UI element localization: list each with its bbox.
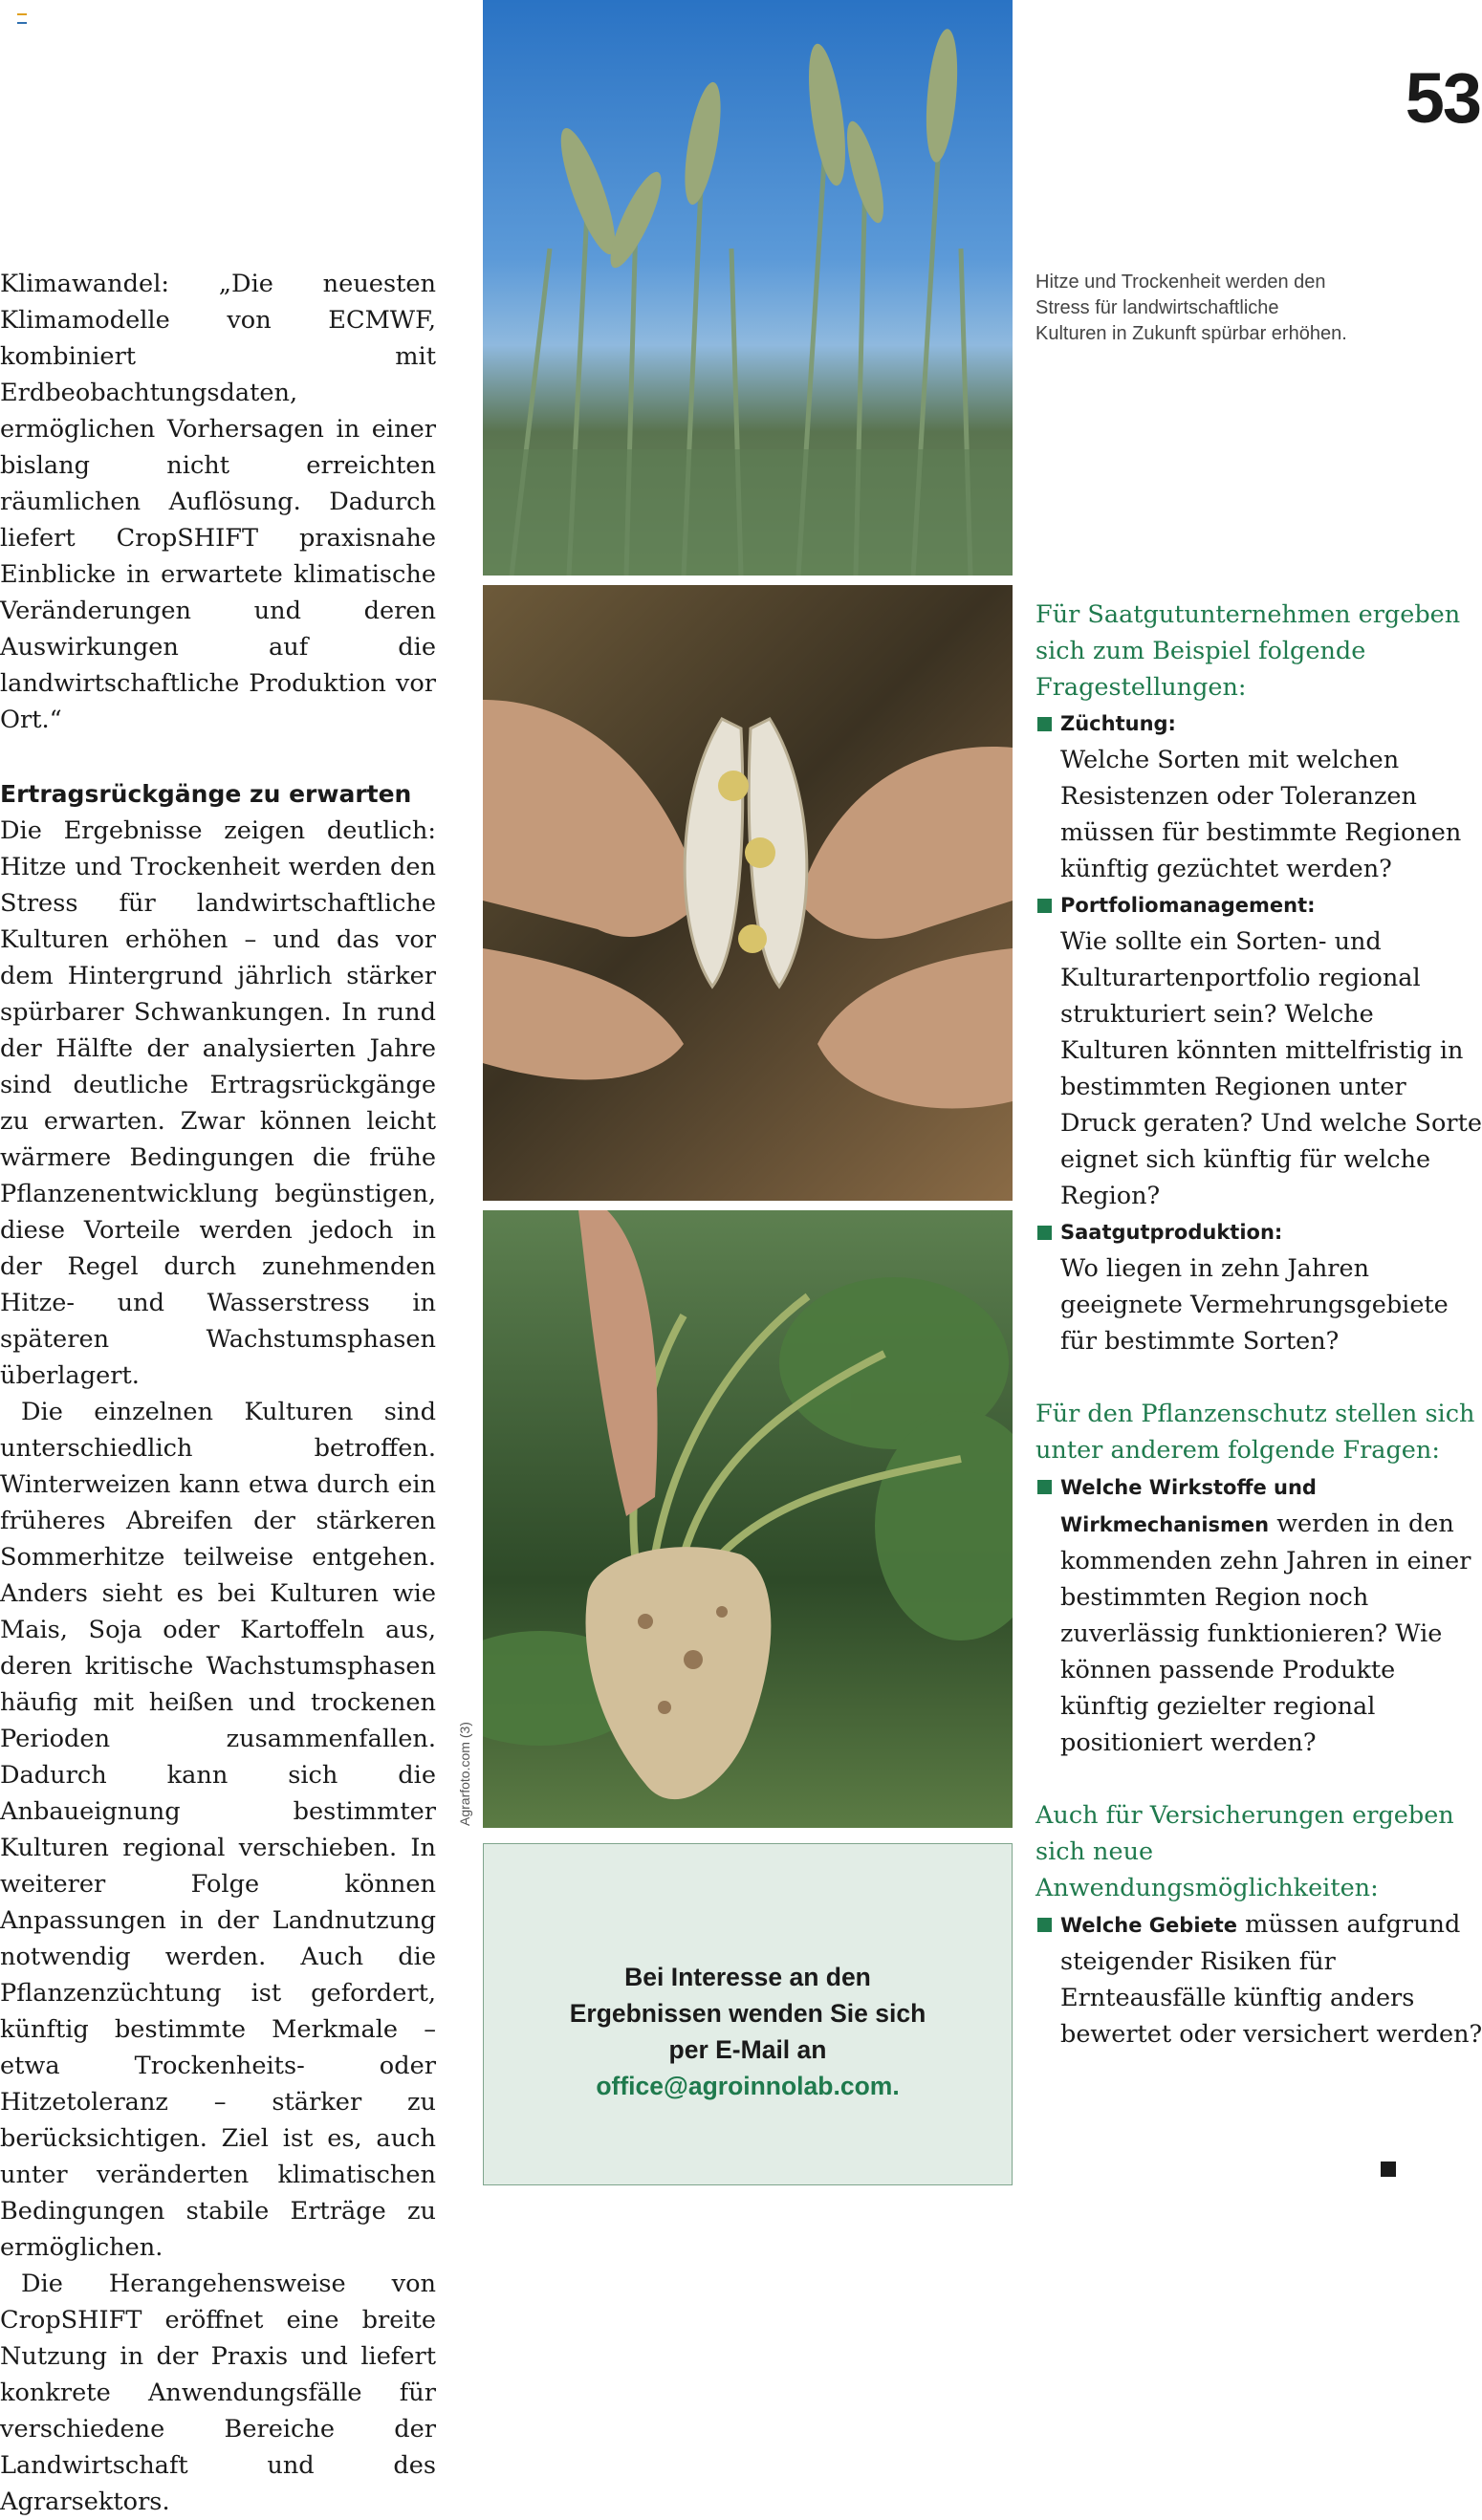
soybean-pod-illustration (483, 585, 1013, 1201)
item-text: werden in den kommenden zehn Jahren in einer bestimmten Region noch zuverlässig funktionieren? Wie können passende Produkte künftig gezielter regional positioniert werden? (1060, 1510, 1471, 1757)
contact-box (483, 1843, 1013, 2185)
square-bullet-icon (1037, 717, 1052, 731)
list-item-portfolio (1035, 887, 1482, 1214)
item-label: Portfoliomanagement: (1060, 894, 1316, 917)
square-bullet-icon (1037, 1918, 1052, 1932)
item-text: Welche Sorten mit welchen Resistenzen oder Toleranzen müssen für bestimmte Regionen künftig gezüchtet werden? (1060, 746, 1462, 883)
saatgut-intro: Für Saatgutunternehmen ergeben sich zum Beispiel folgende Fragestellungen: (1035, 600, 1461, 702)
list-item-gebiete (1035, 1906, 1482, 2053)
list-item-zuechtung (1035, 706, 1482, 887)
section-heading: Ertragsrückgänge zu erwarten (0, 780, 412, 808)
square-bullet-icon (1037, 899, 1052, 913)
square-bullet-icon (1037, 1480, 1052, 1494)
list-item-wirkstoffe (1035, 1468, 1482, 1761)
item-label: Welche Wirkstoffe und Wirkmechanismen (1060, 1476, 1317, 1536)
photo-sugar-beet (483, 1210, 1013, 1828)
page-number: 53 (1405, 58, 1480, 138)
list-item-saatgutproduktion (1035, 1214, 1482, 1359)
item-label: Saatgutproduktion: (1060, 1221, 1283, 1244)
left-column (0, 266, 436, 2520)
item-text: müssen aufgrund steigender Risiken für Ernteausfälle künftig anders bewertet oder versichert werden? (1060, 1910, 1482, 2049)
sugar-beet-illustration (483, 1210, 1013, 1828)
photo-grain-stalks (483, 0, 1013, 576)
contact-text-block (484, 1959, 1012, 2104)
right-column (1035, 597, 1482, 2053)
pflanzenschutz-intro: Für den Pflanzenschutz stellen sich unter anderem folgende Fragen: (1035, 1400, 1475, 1465)
paragraph-4: Die Herangehensweise von CropSHIFT eröffnet eine breite Nutzung in der Praxis und liefert konkrete Anwendungsfälle für verschiedene Bereiche der Landwirtschaft und des Agrarsektors. (0, 2270, 436, 2516)
photo-soybean-pod (483, 585, 1013, 1201)
square-bullet-icon (1037, 1226, 1052, 1240)
contact-email-link[interactable]: office@agroinnolab.com. (596, 2072, 900, 2100)
corner-mark (17, 13, 27, 24)
paragraph-3: Die einzelnen Kulturen sind unterschiedlich betroffen. Winterweizen kann etwa durch ein früheres Abreifen der stärkeren Sommerhitze teilweise entgehen. Anders sieht es bei Kulturen wie Mais, Soja oder Kartoffeln aus, deren kritische Wachstumsphasen häufig mit heißen und trockenen Perioden zusammenfallen. Dadurch kann sich die Anbaueignung bestimmter Kulturen regional verschieben. In weiterer Folge können Anpassungen in der Landnutzung notwendig werden. Auch die Pflanzenzüchtung ist gefordert, künftig bestimmte Merkmale – etwa Trockenheits- oder Hitzetoleranz – stärker zu berücksichtigen. Ziel ist es, auch unter veränderten klimatischen Bedingungen stabile Erträge zu ermöglichen. (0, 1398, 436, 2262)
item-text: Wo liegen in zehn Jahren geeignete Vermehrungsgebiete für bestimmte Sorten? (1060, 1254, 1449, 1356)
grain-stalks-illustration (483, 0, 1013, 576)
paragraph-1: Klimawandel: „Die neuesten Klimamodelle von ECMWF, kombiniert mit Erdbeobachtungsdaten, ermöglichen Vorhersagen in einer bislang nicht erreichten räumlichen Auflösung. Dadurch liefert CropSHIFT praxisnahe Einblicke in erwartete klimatische Veränderungen und deren Auswirkungen auf die landwirtschaftliche Produktion vor Ort.“ (0, 270, 436, 734)
contact-message: Bei Interesse an den Ergebnissen wenden Sie sich per E-Mail an (569, 1963, 926, 2064)
paragraph-2: Die Ergebnisse zeigen deutlich: Hitze und Trockenheit werden den Stress für landwirtschaftliche Kulturen erhöhen – und das vor dem Hintergrund jährlich stärker spürbarer Schwankungen. In rund der Hälfte der analysierten Jahre sind deutliche Ertragsrückgänge zu erwarten. Zwar können leicht wärmere Bedingungen die frühe Pflanzenentwicklung begünstigen, diese Vorteile werden jedoch in der Regel durch zunehmenden Hitze- und Wasserstress in späteren Wachstumsphasen überlagert. (0, 816, 436, 1390)
versicherung-intro: Auch für Versicherungen ergeben sich neue Anwendungsmöglichkeiten: (1035, 1801, 1454, 1902)
article-end-mark (1381, 2162, 1396, 2177)
photo-credit: Agrarfoto.com (3) (457, 1722, 472, 1826)
item-label: Welche Gebiete (1060, 1914, 1238, 1937)
photo-caption: Hitze und Trockenheit werden den Stress für landwirtschaftliche Kulturen in Zukunft spürbar erhöhen. (1035, 272, 1347, 344)
item-label: Züchtung: (1060, 712, 1176, 735)
item-text: Wie sollte ein Sorten- und Kulturartenportfolio regional strukturiert sein? Welche Kulturen könnten mittelfristig in bestimmten Regionen unter Druck geraten? Und welche Sorte eignet sich künftig für welche Region? (1060, 927, 1482, 1210)
